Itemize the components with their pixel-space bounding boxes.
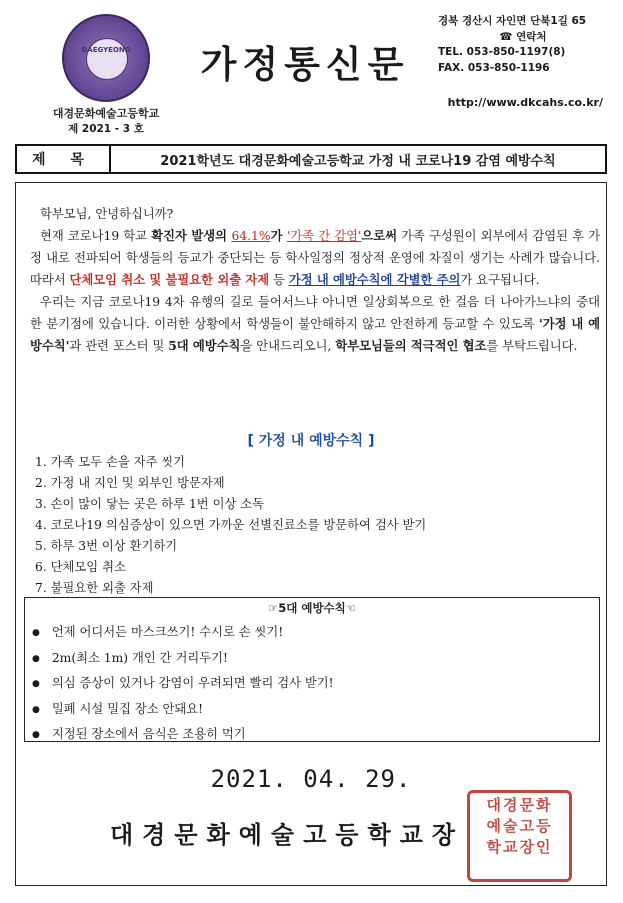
p2-home-rules: '가정 내 예방수칙' xyxy=(30,316,600,353)
five-rules-title: ☞5대 예방수칙☜ xyxy=(267,601,357,615)
list-item: 1. 가족 모두 손을 자주 씻기 xyxy=(35,455,186,469)
list-item: ● 언제 어디서든 마스크쓰기! 수시로 손 씻기! xyxy=(32,621,592,647)
p1-text2: 가족 구성원이 외부에서 감염된 후 가정 내로 전파되어 학생들의 등교가 중단되는 등 학사일정의 정상적 운영에 차질이 생기는 사례가 많습니다. 따라서 xyxy=(30,229,600,287)
p1-text3: 등 xyxy=(269,273,289,287)
list-item: ● 밀폐 시설 밀집 장소 안돼요! xyxy=(32,698,592,724)
p2-text: 우리는 지금 코로나19 4차 유행의 길로 들어서느냐 아니면 일상회복으로 한 걸음 더 나아가느냐의 중대한 분기점에 있습니다. 이러한 상황에서 학생들이 불안해하지 않고 안전하게 등교할 수 있도록 xyxy=(30,295,600,331)
logo-emblem xyxy=(86,38,128,80)
p2-five-rules: 5대 예방수칙 xyxy=(168,338,241,353)
list-item: 5. 하루 3번 이상 환기하기 xyxy=(35,539,178,553)
logo-text: DAEGYEONG xyxy=(81,46,131,54)
p1-family-infection: '가족 간 감염' xyxy=(286,229,362,243)
website-link[interactable]: http://www.dkcahs.co.kr/ xyxy=(447,96,603,109)
list-item: 4. 코로나19 의심증상이 있으면 가까운 선별진료소를 방문하여 검사 받기 xyxy=(35,518,427,532)
page-title: 가정통신문 xyxy=(200,43,410,86)
list-item: ● 의심 증상이 있거나 감염이 우려되면 빨리 검사 받기! xyxy=(32,672,592,698)
school-logo xyxy=(62,14,150,102)
list-item: 7. 불필요한 외출 자제 xyxy=(35,581,154,595)
principal-signature: 대경문화예술고등학교장 xyxy=(110,821,465,849)
p1-text4: 가 요구됩니다. xyxy=(460,273,540,287)
list-item: ● 2m(최소 1m) 개인 간 거리두기! xyxy=(32,647,592,673)
address: 경북 경산시 자인면 단북1길 65 xyxy=(438,15,587,27)
contact-label: ☎ 연락처 xyxy=(499,30,547,43)
subject-bar xyxy=(15,144,607,174)
list-item: 6. 단체모임 취소 xyxy=(35,560,126,574)
home-rules-title: [ 가정 내 예방수칙 ] xyxy=(247,433,375,449)
issue-number: 제 2021 - 3 호 xyxy=(68,123,144,135)
p2-text2: 과 관련 포스터 및 xyxy=(69,339,169,353)
p1-cancel-gatherings: 단체모임 취소 및 불필요한 외출 자제 xyxy=(69,272,270,287)
subject-text: 2021학년도 대경문화예술고등학교 가정 내 코로나19 감염 예방수칙 xyxy=(160,153,556,169)
p1-text: 현재 코로나19 학교 xyxy=(40,229,152,243)
tel: TEL. 053-850-1197(8) xyxy=(438,46,566,58)
fax: FAX. 053-850-1196 xyxy=(438,61,550,74)
p1-bold2: 가 xyxy=(270,228,287,243)
letter-body xyxy=(30,203,600,357)
p2-text4: 를 부탁드립니다. xyxy=(486,339,578,353)
five-rules-list xyxy=(32,621,592,749)
official-seal: 대경문화 예술고등 학교장인 xyxy=(467,790,572,882)
home-rules-list xyxy=(35,452,595,599)
issue-date: 2021. 04. 29. xyxy=(210,765,412,793)
p2-text3: 을 안내드리오니, xyxy=(240,339,336,353)
subject-label: 제 목 xyxy=(17,146,111,172)
p2-cooperation: 학부모님들의 적극적인 협조 xyxy=(335,338,487,353)
p1-bold3: 으로써 xyxy=(361,228,398,243)
p1-bold: 확진자 발생의 xyxy=(151,228,232,243)
contact-block xyxy=(438,14,608,76)
p1-percent: 64.1% xyxy=(231,229,271,243)
p1-home-rules: 가정 내 예방수칙에 각별한 주의 xyxy=(288,272,461,287)
paragraph-2 xyxy=(30,291,600,357)
paragraph-1 xyxy=(30,225,600,291)
list-item: ● 지정된 장소에서 음식은 조용히 먹기 xyxy=(32,723,592,749)
list-item: 2. 가정 내 지인 및 외부인 방문자제 xyxy=(35,476,225,490)
school-name: 대경문화예술고등학교 xyxy=(52,107,160,120)
list-item: 3. 손이 많이 닿는 곳은 하루 1번 이상 소독 xyxy=(35,497,265,511)
greeting: 학부모님, 안녕하십니까? xyxy=(40,207,174,221)
